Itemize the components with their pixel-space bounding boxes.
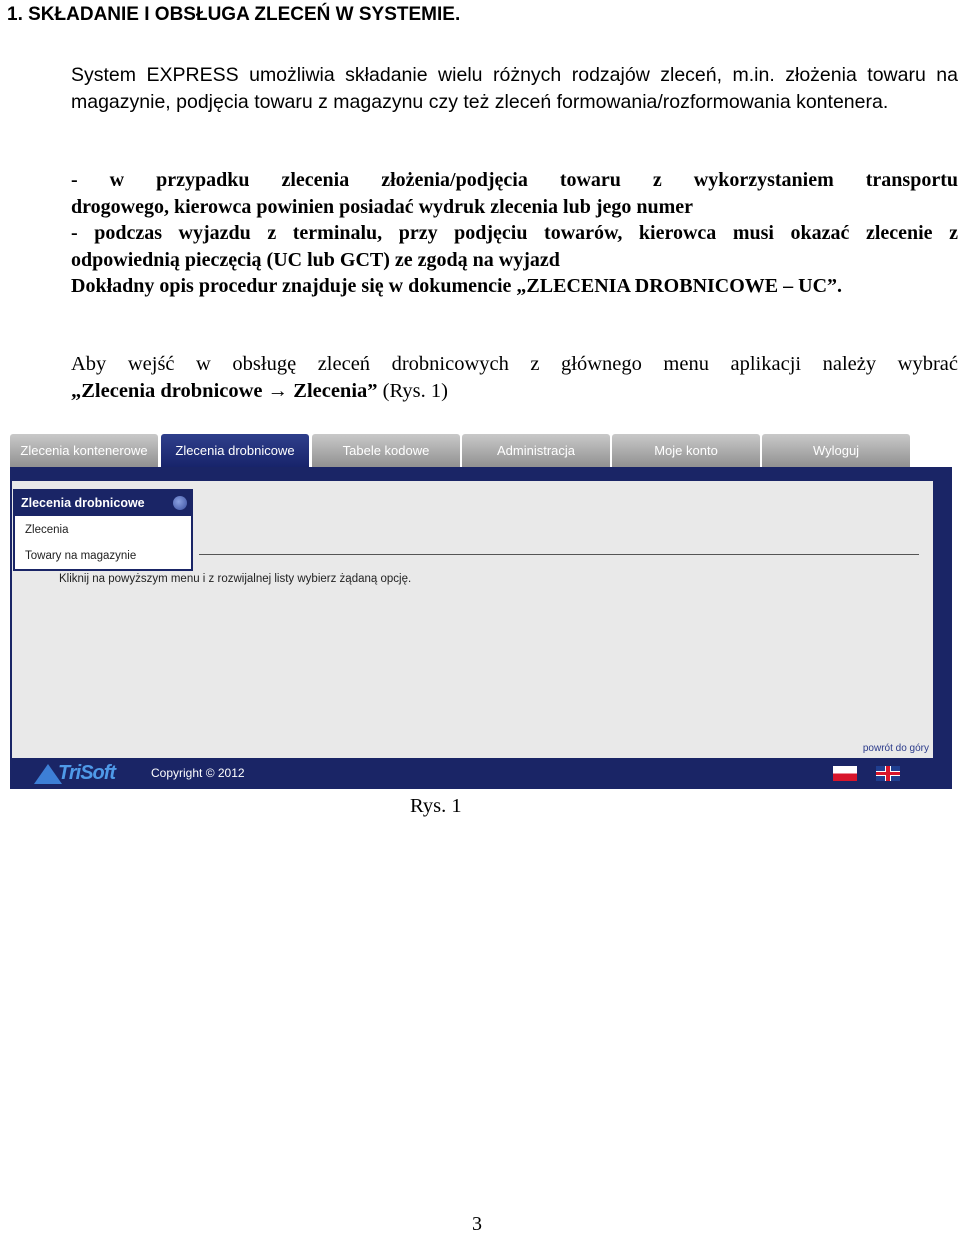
dropdown-menu-title: Zlecenia drobnicowe: [21, 496, 145, 510]
tab-tabele-kodowe[interactable]: Tabele kodowe: [312, 434, 460, 468]
menu-orb-icon: [173, 496, 187, 510]
figure-caption: Rys. 1: [410, 795, 462, 817]
note-line: odpowiednią pieczęcią (UC lub GCT) ze zgodą na wyjazd: [71, 248, 560, 271]
tab-wyloguj[interactable]: Wyloguj: [762, 434, 910, 468]
page-number: 3: [472, 1213, 482, 1235]
dropdown-menu-header: [15, 491, 191, 516]
polish-flag-icon[interactable]: [833, 766, 857, 781]
app-frame: [10, 467, 952, 789]
english-flag-icon[interactable]: [876, 766, 900, 781]
main-nav: [10, 431, 952, 468]
instruction-line: Aby wejść w obsługę zleceń drobnicowych z głównego menu aplikacji należy wybrać: [71, 353, 958, 375]
tab-moje-konto[interactable]: Moje konto: [612, 434, 760, 468]
tab-administracja[interactable]: Administracja: [462, 434, 610, 468]
intro-paragraph: System EXPRESS umożliwia składanie wielu różnych rodzajów zleceń, m.in. złożenia towaru na magazynie, podjęcia towaru z magazynu czy też zleceń formowania/rozformowania kontenera.: [71, 64, 958, 113]
note-line: Dokładny opis procedur znajduje się w dokumencie „ZLECENIA DROBNICOWE – UC”.: [71, 275, 843, 297]
note-line: drogowego, kierowca powinien posiadać wydruk zlecenia lub jego numer: [71, 195, 694, 218]
instruction-paragraph: [71, 351, 958, 404]
content-area: [12, 481, 933, 758]
notes-paragraph: [71, 167, 958, 300]
note-line: - podczas wyjazdu z terminalu, przy podjęciu towarów, kierowca musi okazać zlecenie z: [71, 222, 958, 244]
tab-zlecenia-drobnicowe[interactable]: Zlecenia drobnicowe: [161, 434, 309, 468]
logo-text: TriSoft: [58, 762, 116, 784]
trisoft-logo: [34, 762, 132, 786]
menu-path: „Zlecenia drobnicowe → Zlecenia”: [71, 379, 378, 402]
footer: [10, 758, 952, 789]
tab-zlecenia-kontenerowe[interactable]: Zlecenia kontenerowe: [10, 434, 158, 468]
instruction-line: [71, 378, 958, 405]
note-line: - w przypadku zlecenia złożenia/podjęcia towaru z wykorzystaniem transportu: [71, 169, 958, 191]
figure-ref: (Rys. 1): [377, 379, 448, 402]
divider: [199, 554, 919, 555]
copyright-text: Copyright © 2012: [151, 766, 245, 780]
section-heading: 1. SKŁADANIE I OBSŁUGA ZLECEŃ W SYSTEMIE.: [7, 4, 461, 25]
dropdown-menu: [13, 489, 193, 571]
menu-item-towary-na-magazynie[interactable]: Towary na magazynie: [25, 550, 137, 562]
app-screenshot: [10, 431, 952, 789]
back-to-top-link[interactable]: powrót do góry: [862, 743, 929, 754]
hint-text: Kliknij na powyższym menu i z rozwijalnej listy wybierz żądaną opcję.: [59, 573, 412, 585]
menu-item-zlecenia[interactable]: Zlecenia: [25, 524, 69, 536]
